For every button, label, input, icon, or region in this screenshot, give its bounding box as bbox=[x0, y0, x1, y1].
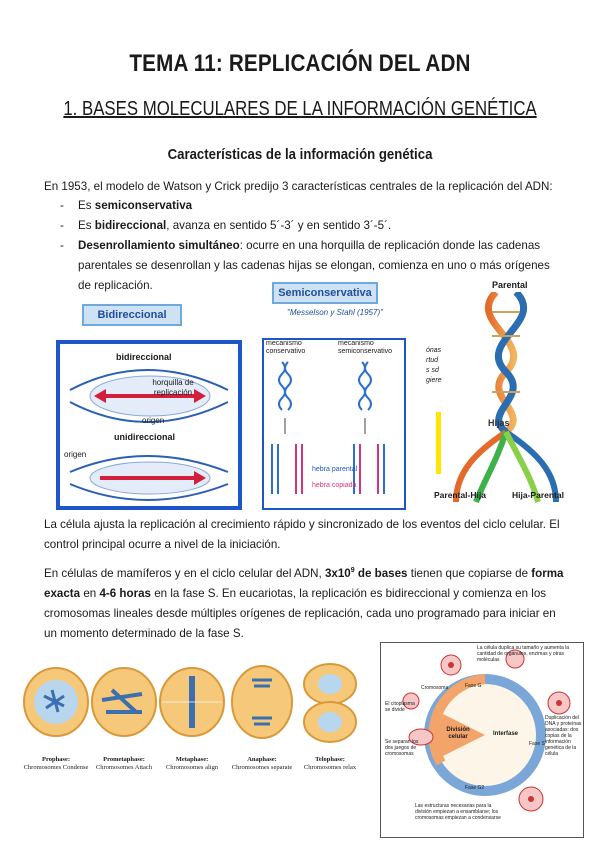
bidirectional-figure bbox=[56, 300, 242, 510]
parental-hija-label: Parental-Hija bbox=[434, 490, 486, 500]
intro-paragraph: En 1953, el modelo de Watson y Crick predijo 3 características centrales de la replicación del ADN: bbox=[44, 180, 553, 193]
origen-label: origen bbox=[142, 416, 165, 425]
list-item: - Es semiconservativa bbox=[56, 196, 556, 216]
parental-label: Parental bbox=[492, 280, 528, 290]
cycle-left2-text: Se separan los dos juegos de cromosomas bbox=[385, 739, 419, 757]
hebra-copiada-label: hebra copiada bbox=[312, 482, 357, 489]
cycle-left1-text: El citoplasma se divide bbox=[385, 701, 415, 713]
cell-cycle-figure bbox=[380, 642, 584, 838]
mitosis-label: Prophase: Chromosomes Condense bbox=[23, 756, 89, 771]
paragraph-mammal-cells: En células de mamíferos y en el ciclo celular del ADN, $3x10^9$ de bases tienen que copiarse de forma exacta en 4-6 horas en la fase S. En eucariotas, la replicación es bidireccional y comienza en los cromosomas lineales desde múltiples orígenes de replicación, cada uno programado para iniciar en un momento determinado de la fase S. bbox=[44, 566, 564, 640]
mitosis-label: Prometaphase: Chromosomes Attach bbox=[95, 756, 153, 771]
list-item: - Es bidireccional, avanza en sentido 5´-3´ y en sentido 3´-5´. bbox=[56, 216, 556, 236]
helix-figure bbox=[426, 280, 586, 512]
horquilla-label: horquilla de replicación bbox=[152, 378, 194, 397]
bidireccional-tag: Bidireccional bbox=[82, 304, 182, 326]
page-title: TEMA 11: REPLICACIÓN DEL ADN bbox=[129, 50, 471, 77]
bidireccional-label: bidireccional bbox=[116, 352, 172, 362]
mec-semiconservativo-label: mecanismo semiconservativo bbox=[338, 340, 393, 355]
hija-parental-label: Hija-Parental bbox=[512, 490, 564, 500]
cycle-right-text: Duplicación del DNA y proteínas asociadas: dos copias de la información genética de la célula bbox=[545, 715, 582, 757]
paragraph-control: La célula ajusta la replicación al crecimiento rápido y sincronizado de los eventos del ciclo celular. El control principal ocurre a nivel de la iniciación. bbox=[44, 518, 560, 551]
side-text: ónas rtud s sd giere bbox=[426, 347, 442, 384]
subheading: Características de la información genética bbox=[167, 146, 433, 163]
hijas-label: Hijas bbox=[488, 418, 510, 428]
citation: "Messelson y Stahl (1957)" bbox=[287, 308, 383, 317]
mitosis-cells bbox=[22, 660, 366, 748]
unidireccional-label: unidireccional bbox=[114, 432, 176, 442]
replicating-helix bbox=[426, 292, 586, 512]
origen-label: origen bbox=[64, 450, 87, 459]
cromosoma-label: Cromosoma bbox=[421, 685, 449, 691]
cycle-bottom-text: Las estructuras necesarias para la división empiezan a ensamblarse; los cromosomas empiezan a condensarse bbox=[415, 803, 501, 821]
semiconservativa-tag: Semiconservativa bbox=[272, 282, 378, 304]
mitosis-label: Telophase: Chromosomes relax bbox=[303, 756, 357, 771]
interfase-label: Interfase bbox=[493, 731, 519, 737]
mec-conservativo-label: mecanismo conservativo bbox=[266, 340, 306, 355]
list-item: - Desenrollamiento simultáneo: ocurre en una horquilla de replicación donde las cadenas parentales se desenrollan y las cadenas hijas se elongan, comienza en uno o más orígenes de replicación. bbox=[56, 236, 556, 296]
hebra-parental-label: hebra parental bbox=[312, 466, 358, 473]
division-label: División celular bbox=[446, 727, 470, 740]
cycle-top-text: La célula duplica su tamaño y aumenta la cantidad de orgánulos, enzimas y otras moléculas bbox=[477, 645, 570, 663]
fase-g2-label: Fase G2 bbox=[465, 785, 485, 791]
replication-bubble-diagram bbox=[56, 340, 242, 510]
fase-g-label: Fase G bbox=[465, 683, 482, 689]
section-heading: 1. BASES MOLECULARES DE LA INFORMACIÓN GENÉTICA bbox=[63, 98, 537, 120]
mitosis-figure bbox=[22, 660, 366, 780]
mitosis-label: Metaphase: Chromosomes align bbox=[165, 756, 219, 771]
fase-s-label: Fase S bbox=[529, 741, 545, 747]
mitosis-label: Anaphase: Chromosomes separate bbox=[231, 756, 293, 771]
semiconservative-figure bbox=[262, 282, 412, 510]
